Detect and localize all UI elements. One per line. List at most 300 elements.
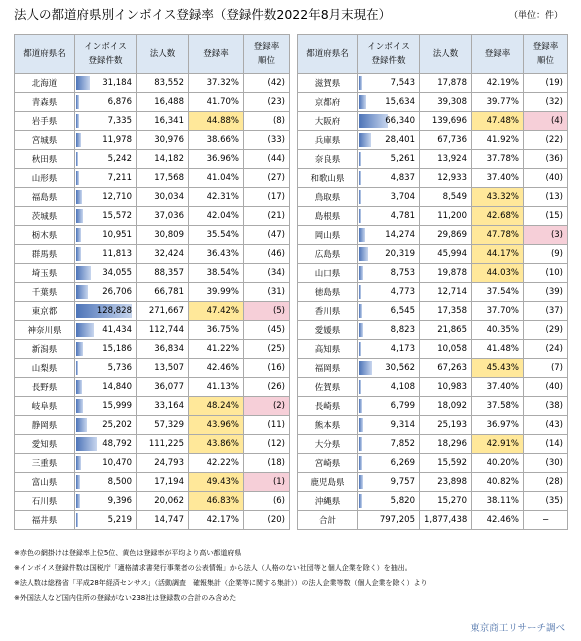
table-row [298,169,568,188]
reg-rate: 42.17% [189,511,244,530]
reg-rate: 42.91% [472,435,524,454]
invoice-count [75,264,137,283]
reg-rate: 37.54% [472,283,524,302]
reg-rank: (26) [244,378,290,397]
corp-count: 83,552 [137,74,189,93]
pref-name: 長崎県 [298,397,358,416]
data-bar [359,209,361,223]
table-row [15,150,290,169]
pref-name: 神奈川県 [15,321,75,340]
invoice-count [358,207,420,226]
reg-rate: 38.66% [189,131,244,150]
reg-rate: 42.31% [189,188,244,207]
reg-rank: (35) [524,492,568,511]
table-row [298,112,568,131]
reg-rank: (1) [244,473,290,492]
data-bar [76,190,82,204]
invoice-count-value: 10,951 [102,230,132,240]
data-bar [76,380,82,394]
invoice-count [358,378,420,397]
header-pref: 都道府県名 [298,35,358,74]
reg-rank: (17) [244,188,290,207]
reg-rate: 42.68% [472,207,524,226]
table-row [15,416,290,435]
reg-rate: 44.03% [472,264,524,283]
pref-name: 兵庫県 [298,131,358,150]
invoice-count [75,454,137,473]
data-bar [359,247,368,261]
corp-count: 21,865 [420,321,472,340]
table-row [15,397,290,416]
reg-rank: (23) [244,93,290,112]
data-bar [76,285,88,299]
table-row [298,150,568,169]
reg-rate: 41.22% [189,340,244,359]
pref-name: 福井県 [15,511,75,530]
data-bar [359,399,362,413]
reg-rate: 40.35% [472,321,524,340]
table-row [15,473,290,492]
header-rank: 登録率 順位 [244,35,290,74]
invoice-count-value: 6,799 [390,401,415,411]
table-row [298,454,568,473]
pref-name: 石川県 [15,492,75,511]
left-table [14,34,290,530]
header-row [298,35,568,74]
reg-rate: 37.40% [472,169,524,188]
data-bar [76,323,94,337]
reg-rate: 47.42% [189,302,244,321]
footnotes [14,546,428,606]
invoice-count-value: 66,340 [385,116,415,126]
invoice-count [75,473,137,492]
reg-rank: (21) [244,207,290,226]
invoice-count-value: 6,876 [107,97,132,107]
reg-rate: 37.78% [472,150,524,169]
table-row [298,340,568,359]
reg-rate: 37.70% [472,302,524,321]
reg-rate: 37.58% [472,397,524,416]
invoice-count-value: 6,269 [390,458,415,468]
data-bar [76,513,78,527]
corp-count: 12,714 [420,283,472,302]
invoice-count-value: 15,634 [385,97,415,107]
invoice-count [358,245,420,264]
corp-count: 14,182 [137,150,189,169]
data-bar [76,494,80,508]
pref-name: 大分県 [298,435,358,454]
reg-rate: 42.19% [472,74,524,93]
unit-label: （単位：件） [508,11,563,21]
table-row [298,416,568,435]
reg-rank: (43) [524,416,568,435]
corp-count: 112,744 [137,321,189,340]
pref-name: 熊本県 [298,416,358,435]
corp-count: 16,488 [137,93,189,112]
corp-count: 19,878 [420,264,472,283]
reg-rank: (22) [524,131,568,150]
pref-name: 岡山県 [298,226,358,245]
invoice-count-value: 15,572 [102,211,132,221]
pref-name: 宮崎県 [298,454,358,473]
data-bar [76,361,78,375]
invoice-count-value: 12,710 [102,192,132,202]
reg-rate: 40.20% [472,454,524,473]
reg-rate: 41.13% [189,378,244,397]
reg-rank: (29) [524,321,568,340]
invoice-count-value: 9,314 [390,420,415,430]
table-row [15,226,290,245]
invoice-count [358,283,420,302]
table-row [298,492,568,511]
invoice-count-value: 128,828 [96,306,132,316]
reg-rank: (37) [524,302,568,321]
reg-rate: 38.54% [189,264,244,283]
footnote: ※法人数は総務省「平成28年経済センサス」（活動調査 確報集計（企業等に関する集計））の法人企業等数（個人企業を除く）より [14,579,428,587]
invoice-count [358,169,420,188]
reg-rank: (33) [244,131,290,150]
header-pref: 都道府県名 [15,35,75,74]
data-bar [359,418,363,432]
pref-name: 愛媛県 [298,321,358,340]
table-row [298,321,568,340]
data-bar [359,266,363,280]
invoice-count [358,416,420,435]
invoice-count [75,188,137,207]
invoice-count-value: 15,999 [102,401,132,411]
table-row [298,302,568,321]
corp-count: 29,869 [420,226,472,245]
reg-rank: (8) [244,112,290,131]
invoice-count-value: 5,219 [107,515,132,525]
table-row [298,378,568,397]
pref-name: 埼玉県 [15,264,75,283]
pref-name: 沖縄県 [298,492,358,511]
invoice-count-value: 11,813 [102,249,132,259]
invoice-count [75,321,137,340]
corp-count: 15,270 [420,492,472,511]
reg-rate: 41.04% [189,169,244,188]
reg-rate: 48.24% [189,397,244,416]
corp-count: 39,308 [420,93,472,112]
data-bar [76,171,79,185]
reg-rate: 36.43% [189,245,244,264]
footnote: ※外国法人など国内住所の登録がない238社は登録数の合計のみ含めた [14,594,237,602]
table-row [298,397,568,416]
reg-rank: (4) [524,112,568,131]
invoice-count [75,435,137,454]
table-row [298,188,568,207]
invoice-count [358,340,420,359]
invoice-count [358,74,420,93]
invoice-count-value: 10,470 [102,458,132,468]
invoice-count [75,302,137,321]
data-bar [76,114,79,128]
reg-rank: (46) [244,245,290,264]
data-bar [76,342,83,356]
pref-name: 茨城県 [15,207,75,226]
invoice-count-value: 4,108 [390,382,415,392]
corp-count: 271,667 [137,302,189,321]
data-bar [76,399,83,413]
invoice-count-value: 4,781 [390,211,415,221]
pref-name: 高知県 [298,340,358,359]
table-row [15,302,290,321]
corp-count: 24,793 [137,454,189,473]
pref-name: 香川県 [298,302,358,321]
reg-rate: 39.99% [189,283,244,302]
invoice-count-value: 4,173 [390,344,415,354]
reg-rate: 36.75% [189,321,244,340]
reg-rank: (38) [524,397,568,416]
invoice-count [75,226,137,245]
data-bar [359,133,371,147]
data-bar [76,247,81,261]
invoice-count [358,131,420,150]
invoice-count-value: 6,545 [390,306,415,316]
pref-name: 鳥取県 [298,188,358,207]
total-label: 合計 [298,511,358,530]
pref-name: 静岡県 [15,416,75,435]
reg-rank: (28) [524,473,568,492]
reg-rank: (13) [524,188,568,207]
header-invoice: インボイス 登録件数 [75,35,137,74]
corp-count: 15,592 [420,454,472,473]
reg-rank: (40) [524,169,568,188]
data-bar [76,475,80,489]
pref-name: 岩手県 [15,112,75,131]
data-bar [359,342,361,356]
invoice-count-value: 48,792 [102,439,132,449]
reg-rate: 44.88% [189,112,244,131]
corp-count: 10,058 [420,340,472,359]
table-row [15,454,290,473]
invoice-count-value: 20,319 [385,249,415,259]
corp-count: 17,358 [420,302,472,321]
pref-name: 大阪府 [298,112,358,131]
reg-rank: (20) [244,511,290,530]
pref-name: 長野県 [15,378,75,397]
invoice-count-value: 3,704 [390,192,415,202]
pref-name: 広島県 [298,245,358,264]
data-bar [359,475,363,489]
corp-count: 18,296 [420,435,472,454]
corp-count: 25,193 [420,416,472,435]
pref-name: 東京都 [15,302,75,321]
table-row [298,74,568,93]
invoice-count [75,207,137,226]
invoice-count [75,359,137,378]
invoice-count-value: 41,434 [102,325,132,335]
invoice-count [75,492,137,511]
invoice-count-value: 30,562 [385,363,415,373]
reg-rank: (11) [244,416,290,435]
invoice-count [358,435,420,454]
pref-name: 山口県 [298,264,358,283]
header-rate: 登録率 [472,35,524,74]
table-row [15,169,290,188]
invoice-count [75,150,137,169]
corp-count: 33,164 [137,397,189,416]
reg-rank: (19) [524,74,568,93]
reg-rate: 41.48% [472,340,524,359]
reg-rank: (10) [524,264,568,283]
table-row [298,264,568,283]
reg-rank: (32) [524,93,568,112]
reg-rate: 36.97% [472,416,524,435]
corp-count: 32,424 [137,245,189,264]
invoice-count [358,188,420,207]
page-title: 法人の都道府県別インボイス登録率（登録件数2022年8月末現在） [14,7,392,22]
reg-rate: 49.43% [189,473,244,492]
corp-count: 13,507 [137,359,189,378]
invoice-count-value: 11,978 [102,135,132,145]
pref-name: 北海道 [15,74,75,93]
invoice-count-value: 7,335 [107,116,132,126]
invoice-count-value: 7,211 [107,173,132,183]
corp-count: 30,976 [137,131,189,150]
pref-name: 福岡県 [298,359,358,378]
data-bar [359,323,363,337]
invoice-count-value: 7,852 [390,439,415,449]
reg-rank: (31) [244,283,290,302]
invoice-count-value: 34,055 [102,268,132,278]
invoice-count-value: 25,202 [102,420,132,430]
invoice-count-value: 8,753 [390,268,415,278]
reg-rank: (14) [524,435,568,454]
invoice-count [358,112,420,131]
pref-name: 奈良県 [298,150,358,169]
total-corp: 1,877,438 [420,511,472,530]
reg-rank: (39) [524,283,568,302]
data-bar [359,437,362,451]
data-bar [76,456,81,470]
reg-rank: (36) [524,150,568,169]
table-row [15,245,290,264]
invoice-count-value: 5,820 [390,496,415,506]
reg-rate: 35.54% [189,226,244,245]
corp-count: 67,263 [420,359,472,378]
data-bar [359,152,361,166]
invoice-count-value: 14,274 [385,230,415,240]
invoice-count [75,245,137,264]
corp-count: 17,878 [420,74,472,93]
header-rank: 登録率 順位 [524,35,568,74]
corp-count: 17,194 [137,473,189,492]
invoice-count [358,492,420,511]
invoice-count [75,131,137,150]
pref-name: 和歌山県 [298,169,358,188]
data-bar [359,190,361,204]
reg-rate: 37.32% [189,74,244,93]
invoice-count [75,283,137,302]
reg-rate: 41.70% [189,93,244,112]
invoice-count-value: 8,500 [107,477,132,487]
corp-count: 13,924 [420,150,472,169]
invoice-count-value: 15,186 [102,344,132,354]
reg-rank: (47) [244,226,290,245]
invoice-count [358,321,420,340]
invoice-count [75,74,137,93]
invoice-count [75,93,137,112]
invoice-count [358,302,420,321]
invoice-count-value: 26,706 [102,287,132,297]
data-bar [359,304,362,318]
corp-count: 16,341 [137,112,189,131]
total-rank: − [524,511,568,530]
reg-rate: 46.83% [189,492,244,511]
pref-name: 群馬県 [15,245,75,264]
data-bar [359,171,361,185]
reg-rate: 41.92% [472,131,524,150]
corp-count: 23,898 [420,473,472,492]
reg-rank: (16) [244,359,290,378]
data-bar [359,95,366,109]
data-bar [76,76,90,90]
data-bar [76,95,79,109]
pref-name: 富山県 [15,473,75,492]
table-row [15,93,290,112]
pref-name: 山形県 [15,169,75,188]
table-row [15,492,290,511]
reg-rate: 45.43% [472,359,524,378]
table-row [15,112,290,131]
reg-rank: (9) [524,245,568,264]
invoice-count [75,169,137,188]
reg-rank: (7) [524,359,568,378]
pref-name: 佐賀県 [298,378,358,397]
invoice-count-value: 28,401 [385,135,415,145]
pref-name: 宮城県 [15,131,75,150]
reg-rank: (25) [244,340,290,359]
invoice-count-value: 9,396 [107,496,132,506]
data-bar [359,76,362,90]
reg-rate: 38.11% [472,492,524,511]
invoice-count-value: 14,840 [102,382,132,392]
corp-count: 18,092 [420,397,472,416]
table-row [298,245,568,264]
reg-rank: (42) [244,74,290,93]
header-corp: 法人数 [137,35,189,74]
pref-name: 愛知県 [15,435,75,454]
corp-count: 12,933 [420,169,472,188]
invoice-count-value: 7,543 [390,78,415,88]
reg-rate: 43.32% [472,188,524,207]
data-bar [76,266,91,280]
corp-count: 111,225 [137,435,189,454]
reg-rate: 36.96% [189,150,244,169]
table-row [15,321,290,340]
header-invoice: インボイス 登録件数 [358,35,420,74]
corp-count: 88,357 [137,264,189,283]
invoice-count [358,150,420,169]
data-bar [76,209,83,223]
corp-count: 67,736 [420,131,472,150]
reg-rank: (30) [524,454,568,473]
reg-rate: 43.86% [189,435,244,454]
reg-rate: 43.96% [189,416,244,435]
right-table [297,34,568,530]
pref-name: 鹿児島県 [298,473,358,492]
reg-rate: 42.46% [189,359,244,378]
data-bar [76,437,97,451]
corp-count: 66,781 [137,283,189,302]
data-bar [359,361,372,375]
invoice-count [358,359,420,378]
reg-rate: 47.48% [472,112,524,131]
table-row [15,511,290,530]
corp-count: 45,994 [420,245,472,264]
